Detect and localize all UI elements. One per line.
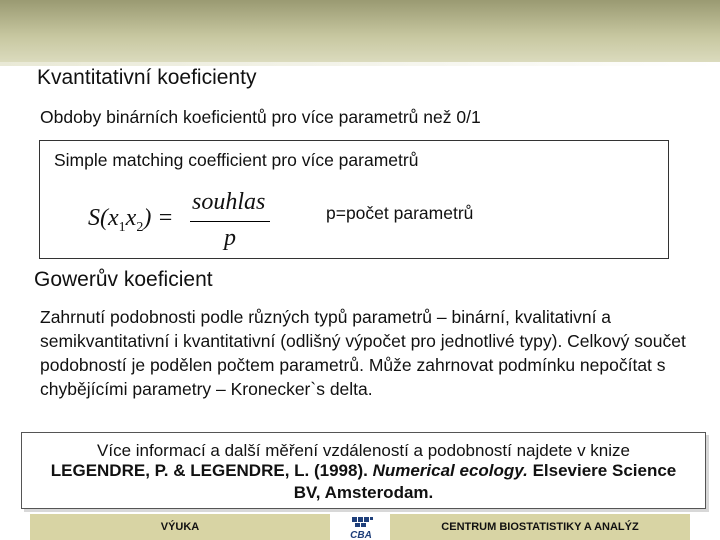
reference-citation <box>22 461 705 481</box>
gower-description: Zahrnutí podobnosti podle různých typů parametrů – binární, kvalitativní a semikvantitativní i kvantitativní (odlišný výpočet pro jednotlivé typy). Celkový součet podobností je podělen počtem parametrů. Může zahrnovat podmínku nepočítat s chybějícími parametry – Kronecker`s delta. <box>40 307 686 399</box>
formula-numerator: souhlas <box>192 189 266 215</box>
simple-matching-heading: Simple matching coefficient pro více parametrů <box>54 150 419 170</box>
cba-logo-icon <box>344 516 378 540</box>
footer-left-label: VÝUKA <box>30 514 330 540</box>
slide-title: Kvantitativní koeficienty <box>37 66 257 89</box>
footer <box>0 514 720 540</box>
formula-lhs: $S(x_1x_2)$ = <box>88 205 174 235</box>
fraction-bar <box>190 221 270 222</box>
slide-subtitle: Obdoby binárních koeficientů pro více parametrů než 0/1 <box>40 107 481 127</box>
gower-title: Gowerův koeficient <box>34 268 213 291</box>
footer-right-label: CENTRUM BIOSTATISTIKY A ANALÝZ <box>390 514 690 540</box>
reference-publisher: Elseviere Science <box>532 461 677 480</box>
header-banner <box>0 0 720 66</box>
svg-text:CBA: CBA <box>350 530 372 540</box>
simple-matching-formula <box>88 189 278 255</box>
parameter-note: p=počet parametrů <box>326 203 474 223</box>
simple-matching-box <box>39 140 669 259</box>
reference-intro: Více informací a další měření vzdáleností a podobností najdete v knize <box>97 441 630 460</box>
reference-place: BV, Amsterodam. <box>293 483 434 502</box>
reference-authors: LEGENDRE, P. & LEGENDRE, L. (1998). <box>50 461 368 480</box>
formula-denominator: p <box>224 225 236 251</box>
reference-book-title: Numerical ecology. <box>372 461 528 480</box>
reference-box <box>21 432 706 509</box>
